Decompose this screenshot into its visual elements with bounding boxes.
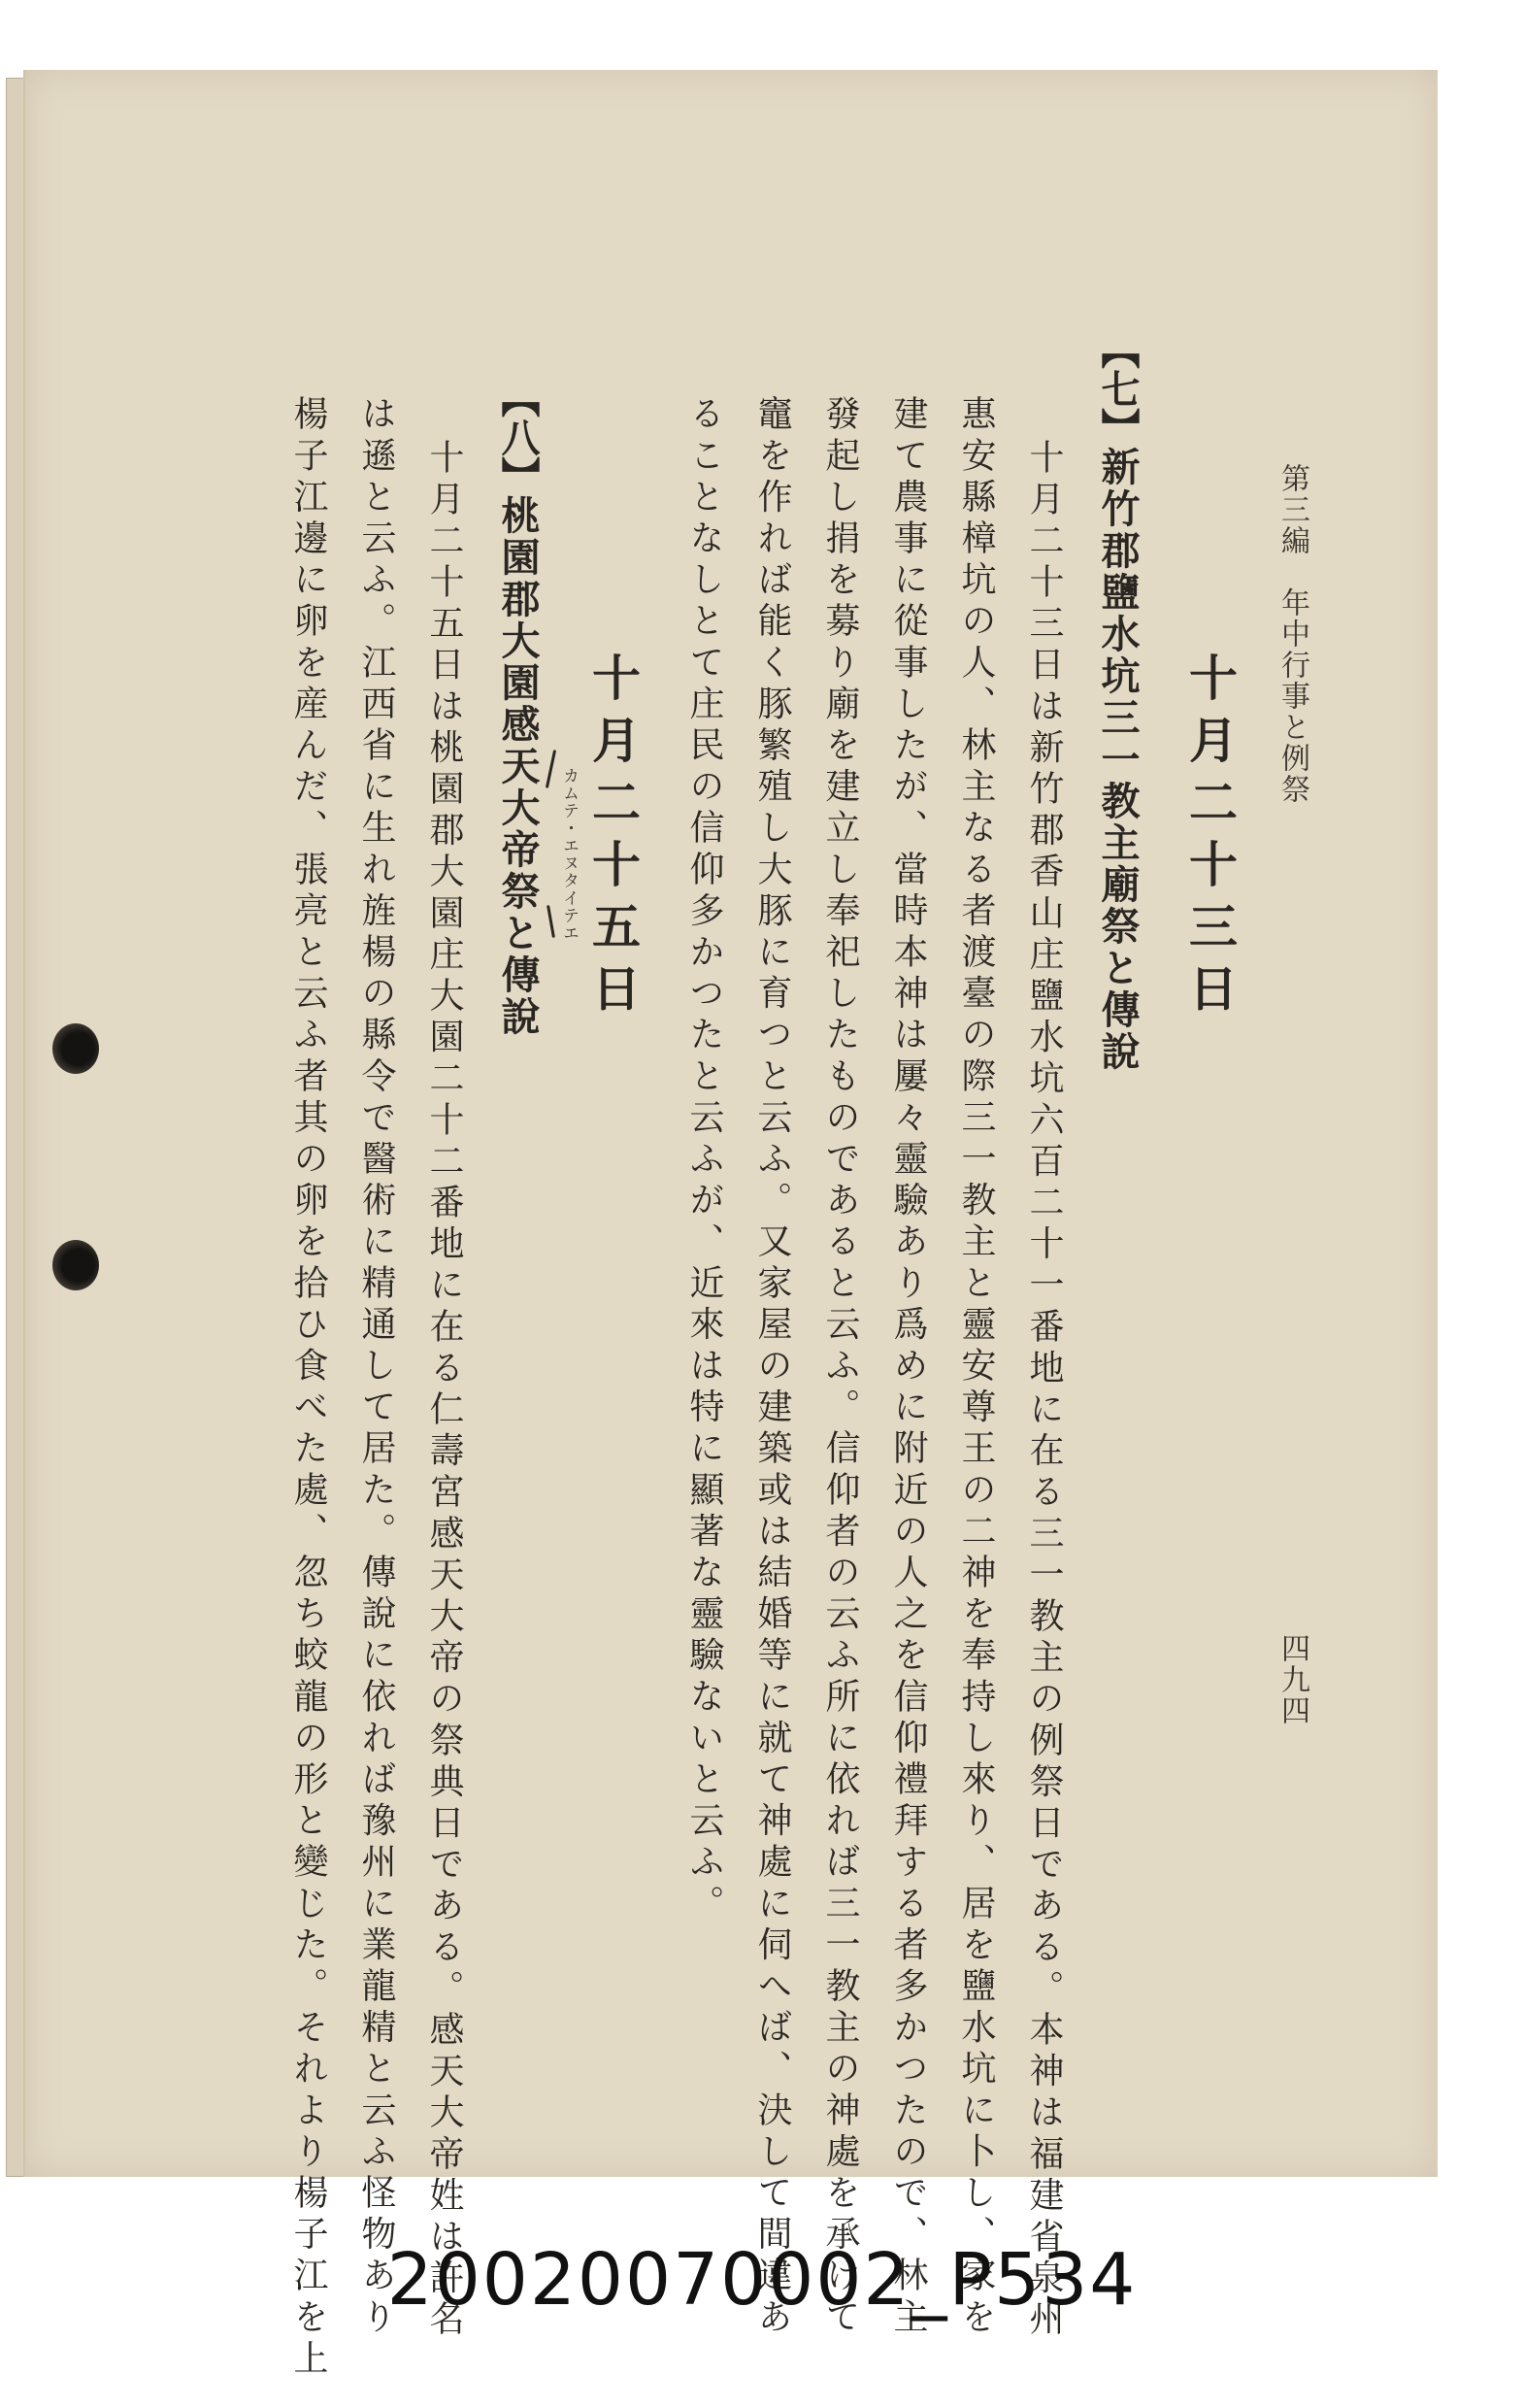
section-number-7: 【七】 xyxy=(1095,330,1141,447)
body-line-8-3: 楊子江邊に卵を産んだ、張亮と云ふ者其の卵を拾ひ食べた處、忽ち蛟龍の形と變じた。それより楊子江を上 xyxy=(288,395,328,2381)
date-heading-oct-23: 十月二十三日 xyxy=(1181,652,1239,1025)
body-line-7-4: 發起し捐を募り廟を建立し奉祀したものであると云ふ。信仰者の云ふ所に依れば三一教主の神處を承けて xyxy=(820,395,860,2340)
binding-hole-upper xyxy=(52,1023,99,1074)
body-line-8-2: は遜と云ふ。江西省に生れ旌楊の縣令で醫術に精通して居た。傳說に依れば豫州に業龍精と云ふ怪物あり xyxy=(356,395,396,2340)
furigana-kantian: カムテ・エヌタイテエ xyxy=(559,767,579,942)
section-heading-8 xyxy=(495,379,541,1038)
body-line-7-5: 竈を作れば能く豚繁殖し大豚に育つと云ふ。又家屋の建築或は結婚等に就て神處に伺へば、決して間違あ xyxy=(752,395,792,2340)
ruby-bracket-bottom xyxy=(547,905,555,938)
section-title-7: 新竹郡鹽水坑三一教主廟祭と傳說 xyxy=(1095,447,1141,1073)
ruby-bracket-top xyxy=(546,750,556,788)
body-line-7-6: ることなしとて庄民の信仰多かつたと云ふが、近來は特に顯著な靈驗ないと云ふ。 xyxy=(684,395,724,1926)
binding-hole-lower xyxy=(52,1240,99,1290)
section-title-8: 桃園郡大園感天大帝祭と傳說 xyxy=(495,495,541,1038)
body-line-7-3: 建て農事に從事したが、當時本神は屢々靈驗あり爲めに附近の人之を信仰禮拜する者多かつたので、林主 xyxy=(888,395,928,2340)
body-line-8-1: 十月二十五日は桃園郡大園庄大園二十二番地に在る仁壽宮感天大帝の祭典日である。感天大帝姓は許名 xyxy=(424,439,464,2342)
page-number: 四九四 xyxy=(1276,1633,1309,1726)
body-line-7-1: 十月二十三日は新竹郡香山庄鹽水坑六百二十一番地に在る三一教主の例祭日である。本神は福建省泉州 xyxy=(1024,439,1064,2342)
date-heading-oct-25: 十月二十五日 xyxy=(584,652,642,1025)
image-caption: 20020070002_P534 xyxy=(386,2238,1138,2322)
section-heading-7 xyxy=(1095,330,1141,1073)
section-number-8: 【八】 xyxy=(495,379,541,495)
running-head: 第三編 年中行事と例祭 xyxy=(1276,463,1309,805)
body-line-7-2: 惠安縣樟坑の人、林主なる者渡臺の際三一教主と靈安尊王の二神を奉持し來り、居を鹽水坑に卜し、家を xyxy=(956,395,996,2340)
